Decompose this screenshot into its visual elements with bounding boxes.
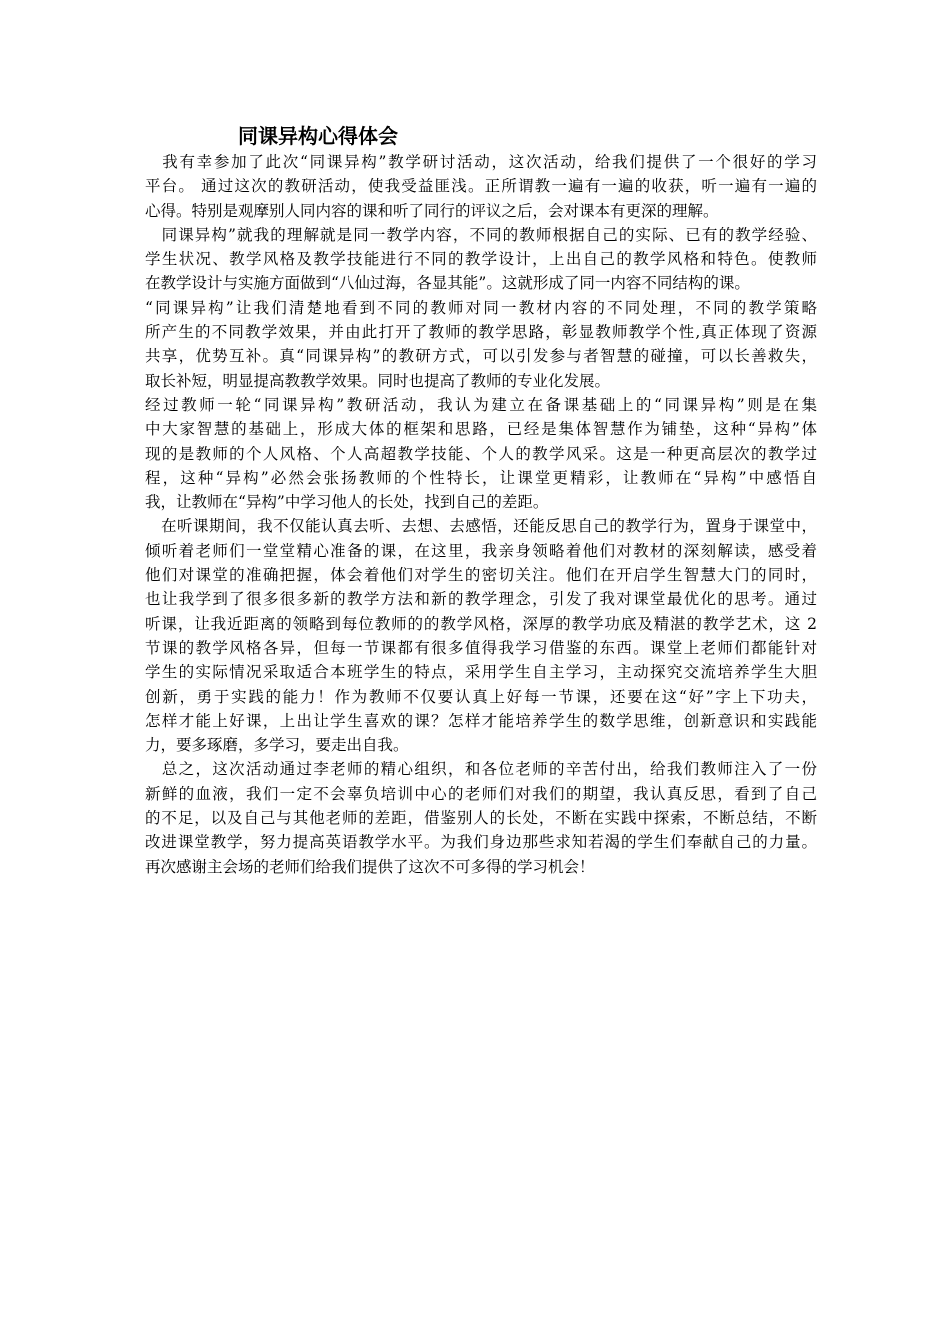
text-line: “同课异构”让我们清楚地看到不同的教师对同一教材内容的不同处理，不同的教学策略 <box>145 298 817 317</box>
text-line: 新鲜的血液，我们一定不会辜负培训中心的老师们对我们的期望，我认真反思，看到了自己 <box>145 784 817 803</box>
text-line: 改进课堂教学，努力提高英语教学水平。为我们身边那些求知若渴的学生们奉献自己的力量。 <box>145 833 817 852</box>
text-line: 我有幸参加了此次“同课异构”教学研讨活动，这次活动，给我们提供了一个很好的学习 <box>145 153 817 171</box>
text-line: 在教学设计与实施方面做到“八仙过海，各显其能”。这就形成了同一内容不同结构的课。 <box>145 274 750 293</box>
text-line: 再次感谢主会场的老师们给我们提供了这次不可多得的学习机会！ <box>145 857 595 876</box>
text-line: 同课异构”就我的理解就是同一教学内容，不同的教师根据自己的实际、已有的教学经验、 <box>145 225 817 244</box>
text-line: 平台。 通过这次的教研活动，使我受益匪浅。正所谓教一遍有一遍的收获，听一遍有一遍的 <box>145 177 817 196</box>
text-line: 他们对课堂的准确把握，体会着他们对学生的密切关注。他们在开启学生智慧大门的同时， <box>145 566 817 585</box>
document-body <box>145 150 817 879</box>
text-line: 学生状况、教学风格及教学技能进行不同的教学设计，上出自己的教学风格和特色。使教师 <box>145 250 817 269</box>
text-line: 的不足，以及自己与其他老师的差距，借鉴别人的长处，不断在实践中探索，不断总结，不断 <box>145 809 817 828</box>
text-line: 现的是教师的个人风格、个人高超教学技能、个人的教学风采。这是一种更高层次的教学过 <box>145 444 817 463</box>
text-line: 力，要多琢磨，多学习，要走出自我。 <box>145 736 409 755</box>
text-line: 听课，让我近距离的领略到每位教师的的教学风格，深厚的教学功底及精湛的教学艺术，这 2 <box>145 614 817 633</box>
text-line: 中大家智慧的基础上，形成大体的框架和思路，已经是集体智慧作为铺垫，这种“异构”体 <box>145 420 817 439</box>
text-line: 怎样才能上好课，上出让学生喜欢的课？怎样才能培养学生的数学思维，创新意识和实践能 <box>145 711 817 730</box>
text-line: 心得。特别是观摩别人同内容的课和听了同行的评议之后，会对课本有更深的理解。 <box>145 201 719 220</box>
text-line: 节课的教学风格各异，但每一节课都有很多值得我学习借鉴的东西。课堂上老师们都能针对 <box>145 638 817 657</box>
text-line: 所产生的不同教学效果，并由此打开了教师的教学思路，彰显教师教学个性,真正体现了资源 <box>145 323 817 342</box>
text-line: 倾听着老师们一堂堂精心准备的课，在这里，我亲身领略着他们对教材的深刻解读，感受着 <box>145 541 817 560</box>
text-line: 创新，勇于实践的能力！作为教师不仅要认真上好每一节课，还要在这“好”字上下功夫， <box>145 687 817 706</box>
text-line: 也让我学到了很多很多新的教学方法和新的教学理念，引发了我对课堂最优化的思考。通过 <box>145 590 817 609</box>
text-line: 取长补短，明显提高教教学效果。同时也提高了教师的专业化发展。 <box>145 371 611 390</box>
text-line: 共享，优势互补。真“同课异构”的教研方式，可以引发参与者智慧的碰撞，可以长善救失， <box>145 347 817 366</box>
text-line: 程，这种“异构”必然会张扬教师的个性特长，让课堂更精彩，让教师在“异构”中感悟自 <box>145 468 817 487</box>
text-line: 在听课期间，我不仅能认真去听、去想、去感悟，还能反思自己的教学行为，置身于课堂中， <box>145 517 817 536</box>
text-line: 经过教师一轮“同课异构”教研活动，我认为建立在备课基础上的“同课异构”则是在集 <box>145 395 817 414</box>
text-line: 我，让教师在“异构”中学习他人的长处，找到自己的差距。 <box>145 493 549 512</box>
text-line: 学生的实际情况采取适合本班学生的特点，采用学生自主学习，主动探究交流培养学生大胆 <box>145 663 817 682</box>
document-title: 同课异构心得体会 <box>238 124 398 148</box>
text-line: 总之，这次活动通过李老师的精心组织，和各位老师的辛苦付出，给我们教师注入了一份 <box>145 760 817 779</box>
